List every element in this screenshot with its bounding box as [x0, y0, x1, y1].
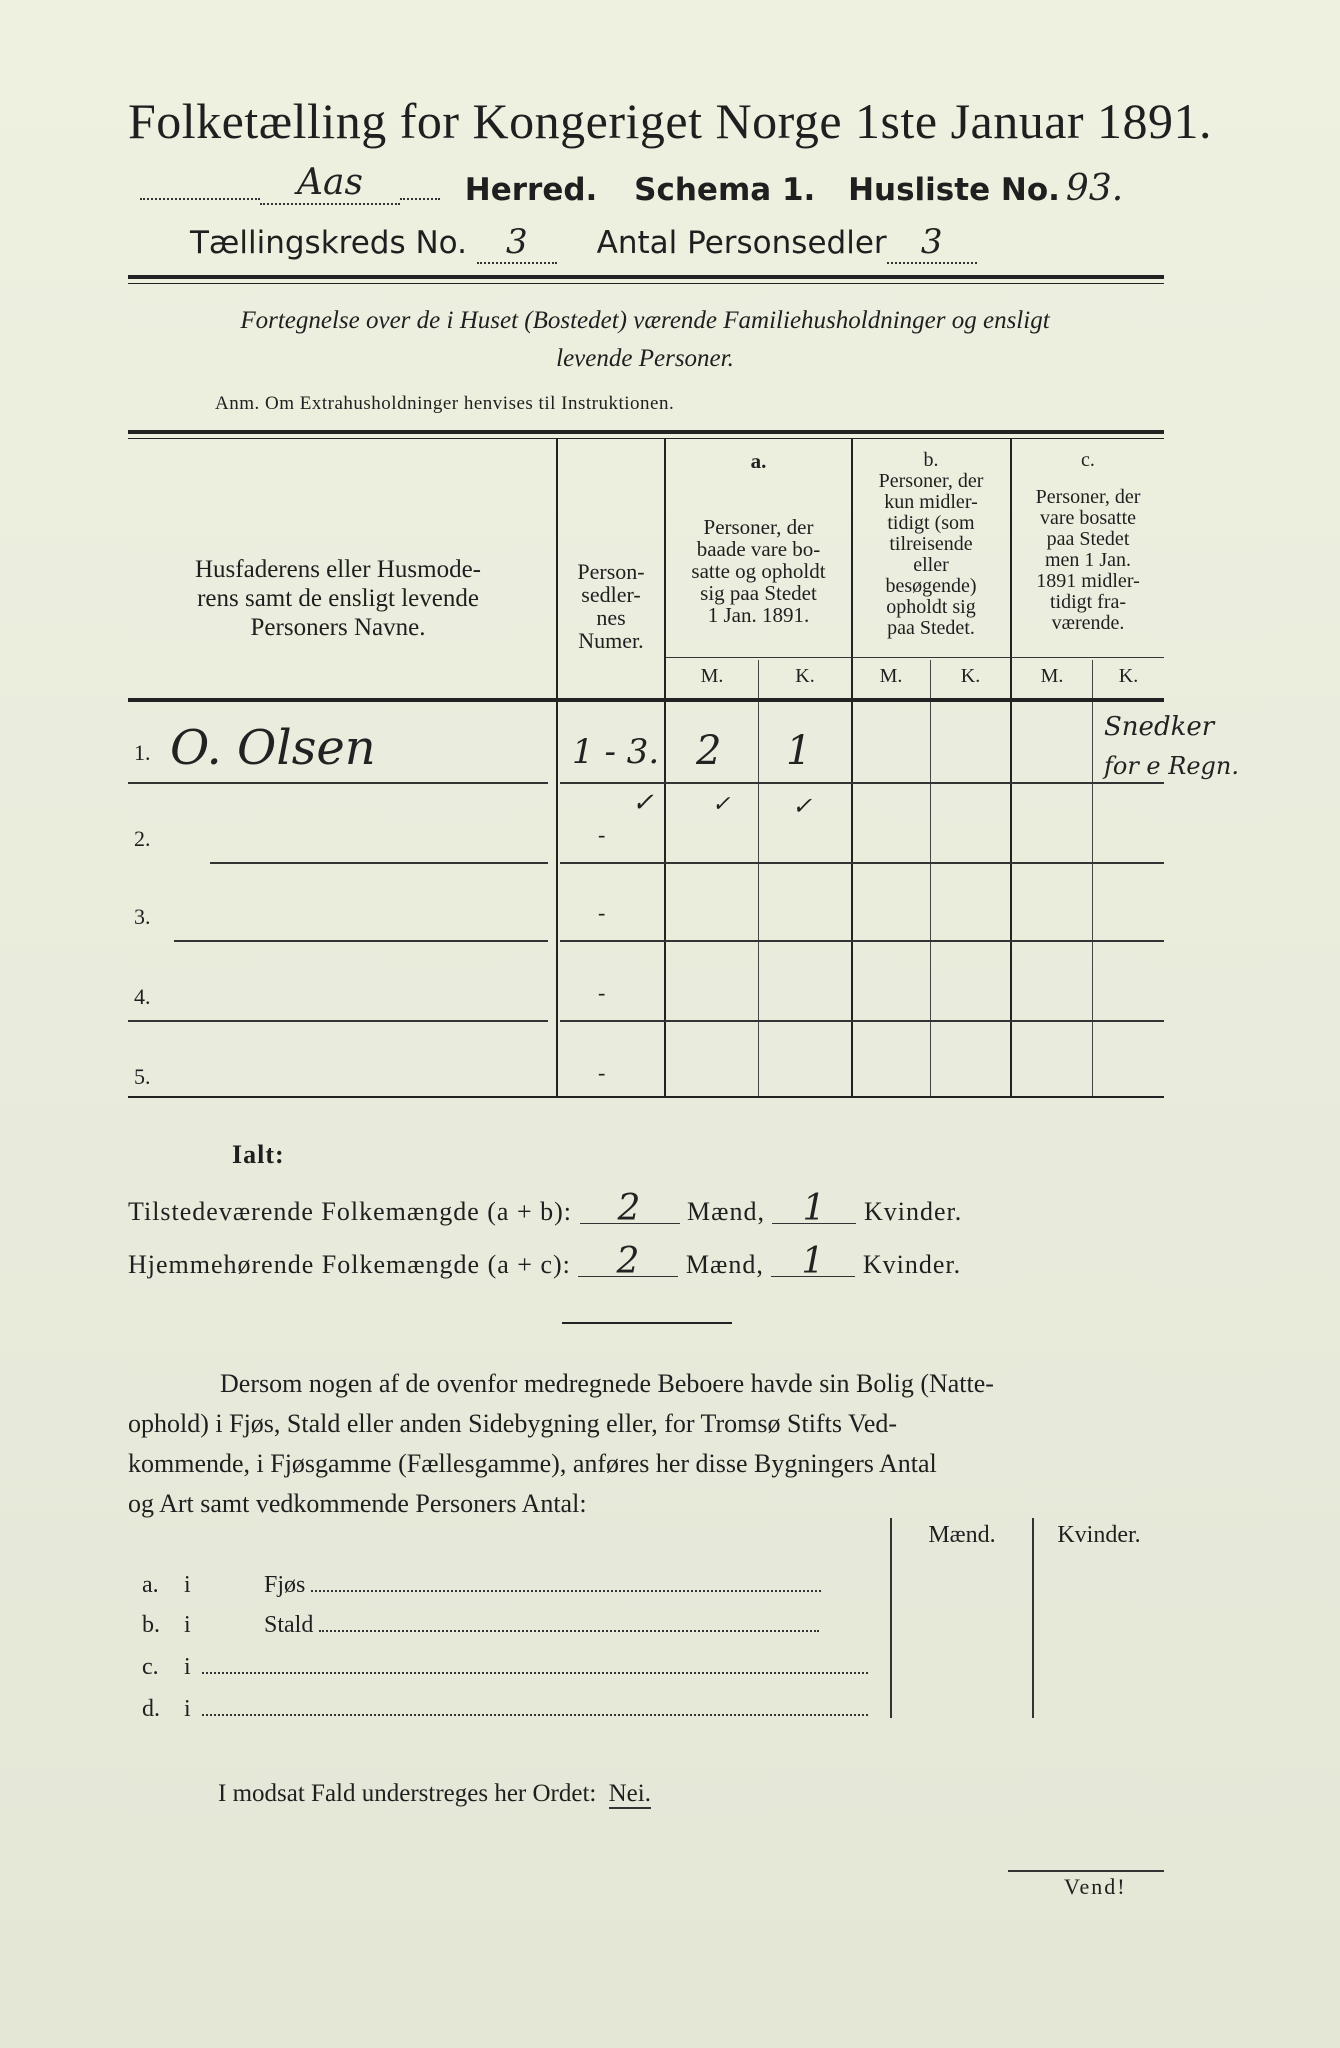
building-item: d. i — [142, 1696, 882, 1723]
maend-label: Mænd, — [685, 1250, 764, 1279]
kreds-line — [190, 222, 977, 264]
schema-label: Schema 1. — [634, 172, 816, 208]
col-header-name: Husfaderens eller Husmode- rens samt de ensligt levende Personers Navne. — [194, 556, 481, 641]
col-divider-name — [556, 438, 558, 1096]
antal-label: Antal Personsedler — [596, 225, 887, 261]
col-header-num: Person- sedler- nes Numer. — [577, 559, 645, 653]
kvinder-label: Kvinder. — [862, 1250, 962, 1279]
col-divider-c-mk — [1092, 660, 1093, 1096]
row-note-1: Snedker — [1104, 712, 1215, 742]
col-header-a: a. Personer, der baade vare bo- satte og opholdt sig paa Stedet 1 Jan. 1891. — [691, 449, 826, 627]
kreds-value: 3 — [477, 222, 557, 264]
hjemme-k-value: 1 — [771, 1248, 855, 1277]
buildings-paragraph: Dersom nogen af de ovenfor medregnede Beboere havde sin Bolig (Natte- ophold) i Fjøs, Stald eller anden Sidebygning eller, for Tromsø Stifts Ved- kommende, i Fjøsgamme (Fællesgamme), anføres her disse Bygningers Antal og Art samt vedkommende Personers Antal: — [128, 1369, 994, 1518]
header-rule-thick — [128, 275, 1164, 279]
kreds-label: Tællingskreds No. — [190, 225, 467, 261]
b-m-label: M. — [879, 665, 903, 687]
hjemme-label: Hjemmehørende Folkemængde (a + c): — [128, 1250, 571, 1279]
row-persnum: - — [598, 1060, 606, 1085]
row-a-k: 1 — [786, 728, 812, 774]
husliste-value: 93. — [1065, 168, 1124, 209]
vend-label: Vend! — [1064, 1874, 1127, 1899]
c-k-label: K. — [1118, 665, 1139, 687]
col-divider-a-mk — [758, 660, 759, 1096]
ialt-label: Ialt: — [232, 1140, 285, 1169]
row-number: 5. — [134, 1064, 151, 1089]
row-persnum: - — [598, 822, 606, 847]
row-number: 1. — [134, 740, 151, 765]
herred-line — [140, 162, 1124, 211]
b-k-label: K. — [960, 665, 981, 687]
building-item: c. i — [142, 1654, 882, 1681]
husliste-label: Husliste No. — [848, 172, 1060, 208]
tilstede-label: Tilstedeværende Folkemængde (a + b): — [128, 1197, 572, 1226]
a-k-label: K. — [795, 665, 815, 687]
intro-note: Fortegnelse over de i Huset (Bostedet) værende Familiehusholdninger og ensligt levende Personer. — [240, 307, 1050, 372]
col-divider-b-mk — [930, 660, 931, 1096]
check-mark: ✓ — [712, 792, 731, 817]
col-header-b: b. Personer, der kun midler- tidigt (som tilreisende eller besøgende) opholdt sig paa Stedet. — [878, 449, 984, 639]
anm-note: Anm. Om Extrahusholdninger henvises til Instruktionen. — [215, 393, 675, 414]
header-rule-thin — [128, 283, 1164, 284]
row-persnum: - — [598, 980, 606, 1005]
modsat-line: I modsat Fald understreges her Ordet: Nei. — [218, 1780, 651, 1807]
row-persnum: 1 - 3. — [572, 732, 660, 772]
form-title: Folketælling for Kongeriget Norge 1ste Januar 1891. — [127, 93, 1213, 149]
building-item: a. i Fjøs — [142, 1572, 882, 1599]
maend-column-header: Mænd. — [928, 1522, 996, 1548]
row-persnum: - — [598, 900, 606, 925]
row-number: 3. — [134, 904, 151, 929]
check-mark: ✓ — [632, 788, 654, 818]
row-a-m: 2 — [696, 728, 722, 774]
row-name: O. Olsen — [170, 720, 376, 776]
herred-value: Aas — [260, 162, 400, 205]
row-number: 4. — [134, 984, 151, 1009]
kvinder-label: Kvinder. — [863, 1197, 963, 1226]
section-divider — [562, 1322, 732, 1324]
table-header-rule — [128, 698, 1164, 702]
table-bottom-rule — [128, 1096, 1164, 1098]
herred-label: Herred. — [464, 172, 598, 208]
tilstede-m-value: 2 — [580, 1195, 680, 1224]
antal-value: 3 — [887, 222, 977, 264]
c-m-label: M. — [1040, 665, 1064, 687]
tilstede-k-value: 1 — [772, 1195, 856, 1224]
hjemme-row — [128, 1241, 962, 1282]
hjemme-m-value: 2 — [578, 1248, 678, 1277]
tilstede-row — [128, 1188, 963, 1229]
col-header-c: c. Personer, der vare bosatte paa Stedet men 1 Jan. 1891 midler- tidigt fra- værende. — [1035, 449, 1141, 634]
kvinder-column-header: Kvinder. — [1057, 1522, 1141, 1548]
check-mark: ✓ — [792, 792, 813, 820]
row-number: 2. — [134, 826, 151, 851]
a-m-label: M. — [700, 665, 724, 687]
nei-word: Nei. — [608, 1780, 651, 1807]
maend-label: Mænd, — [687, 1197, 765, 1226]
row-note-2: for e Regn. — [1104, 752, 1239, 780]
table-top-rule — [128, 430, 1164, 434]
building-item: b. i Stald — [142, 1612, 882, 1639]
